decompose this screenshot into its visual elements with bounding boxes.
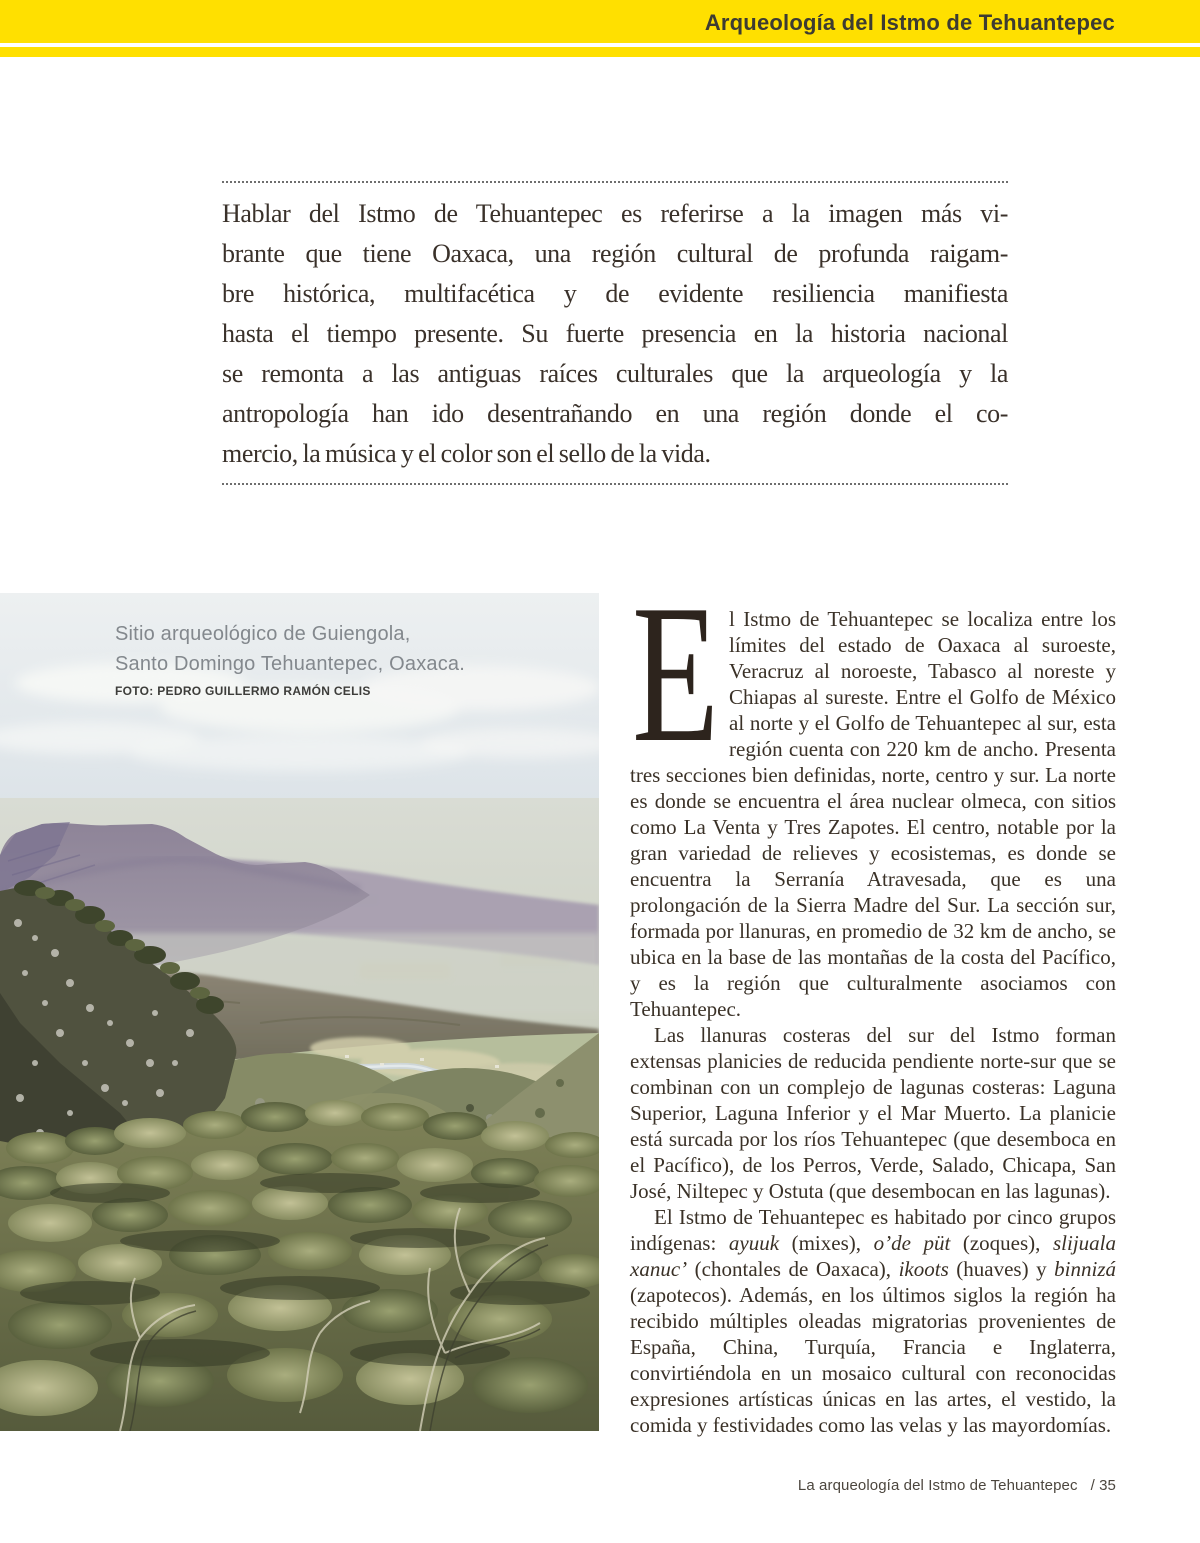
p3-italic: ikoots	[898, 1257, 949, 1281]
landscape-photo-art	[0, 593, 599, 1431]
p3-italic: binnizá	[1054, 1257, 1116, 1281]
photo-caption	[115, 619, 465, 698]
photo-credit: FOTO: PEDRO GUILLERMO RAMÓN CELIS	[115, 684, 371, 698]
lead-line: Hablar del Istmo de Tehuantepec es referirse a la imagen más vi-	[222, 199, 1008, 228]
p3-seg: (zapotecos). Además, en los últimos siglos la región ha recibido múltiples oleadas migratorias provenientes de España, China, Turquía, Francia e Inglaterra, convirtiéndola en un mosaico cultural con reconocidas expresiones artísticas únicas en las artes, el vestido, la comida y festividades como las velas y las mayordomías.	[630, 1283, 1116, 1437]
p3-seg: (huaves) y	[948, 1257, 1055, 1281]
lead-line: antropología han ido desentrañando en una región donde el co-	[222, 399, 1008, 428]
lead-line: hasta el tiempo presente. Su fuerte presencia en la historia nacional	[222, 319, 1008, 348]
lead-paragraph	[222, 181, 1008, 485]
p3-seg: (mixes),	[779, 1231, 874, 1255]
paragraph-1-text: l Istmo de Tehuantepec se localiza entre los límites del estado de Oaxaca al suroeste, Veracruz al noroeste, Tabasco al noreste y Chiapas al sureste. Entre el Golfo de México al norte y el Golfo de Tehuantepec al sur, esta región cuenta con 220 km de ancho. Presenta tres secciones bien definidas, norte, centro y sur. La norte es donde se encuentra el área nuclear olmeca, con sitios como La Venta y Tres Zapotes. El centro, notable por la gran variedad de relieves y ecosistemas, es donde se encuentra la Serranía Atravesada, que es una prolongación de la Sierra Madre del Sur. La sección sur, formada por llanuras, en promedio de 32 km de ancho, se ubica en la base de las montañas de la costa del Pacífico, y es la región que culturalmente asociamos con Tehuantepec.	[630, 607, 1116, 1021]
footer-page-number: / 35	[1090, 1477, 1116, 1494]
header-yellow-band	[0, 0, 1200, 43]
caption-line-2: Santo Domingo Tehuantepec, Oaxaca.	[115, 653, 465, 675]
photo-guiengola	[0, 593, 599, 1431]
lead-line: brante que tiene Oaxaca, una región cultural de profunda raigam-	[222, 239, 1008, 268]
p3-italic: o’de püt	[873, 1231, 951, 1255]
article-body	[630, 564, 1116, 1438]
paragraph-3	[630, 1204, 1116, 1438]
p3-seg: El Istmo de Tehuantepec es habitado por cinco grupos indígenas:	[630, 1205, 1116, 1255]
dropcap-E: E	[632, 564, 720, 783]
p3-italic: slijuala xanuc’	[630, 1231, 1116, 1281]
p3-italic: ayuuk	[728, 1231, 780, 1255]
page-footer	[630, 1477, 1116, 1494]
lead-line: bre histórica, multifacética y de evidente resiliencia manifiesta	[222, 279, 1008, 308]
caption-line-1: Sitio arqueológico de Guiengola,	[115, 623, 411, 645]
footer-article-title: La arqueología del Istmo de Tehuantepec	[797, 1477, 1078, 1494]
paragraph-2: Las llanuras costeras del sur del Istmo forman extensas planicies de reducida pendiente norte-sur que se combinan con un complejo de lagunas costeras: Laguna Superior, Laguna Inferior y el Mar Muerto. La planicie está surcada por los ríos Tehuantepec (que desemboca en el Pacífico), de los Perros, Verde, Salado, Chicapa, San José, Niltepec y Ostuta (que desembocan en las lagunas).	[630, 1023, 1116, 1203]
header-title: Arqueología del Istmo de Tehuantepec	[704, 10, 1115, 35]
lead-line: mercio, la música y el color son el sello de la vida.	[222, 439, 711, 468]
paragraph-1	[630, 564, 1116, 1022]
p3-seg: (chontales de Oaxaca),	[687, 1257, 899, 1281]
header-yellow-strip	[0, 47, 1200, 57]
p3-seg: (zoques),	[950, 1231, 1053, 1255]
lead-line: se remonta a las antiguas raíces culturales que la arqueología y la	[222, 359, 1008, 388]
